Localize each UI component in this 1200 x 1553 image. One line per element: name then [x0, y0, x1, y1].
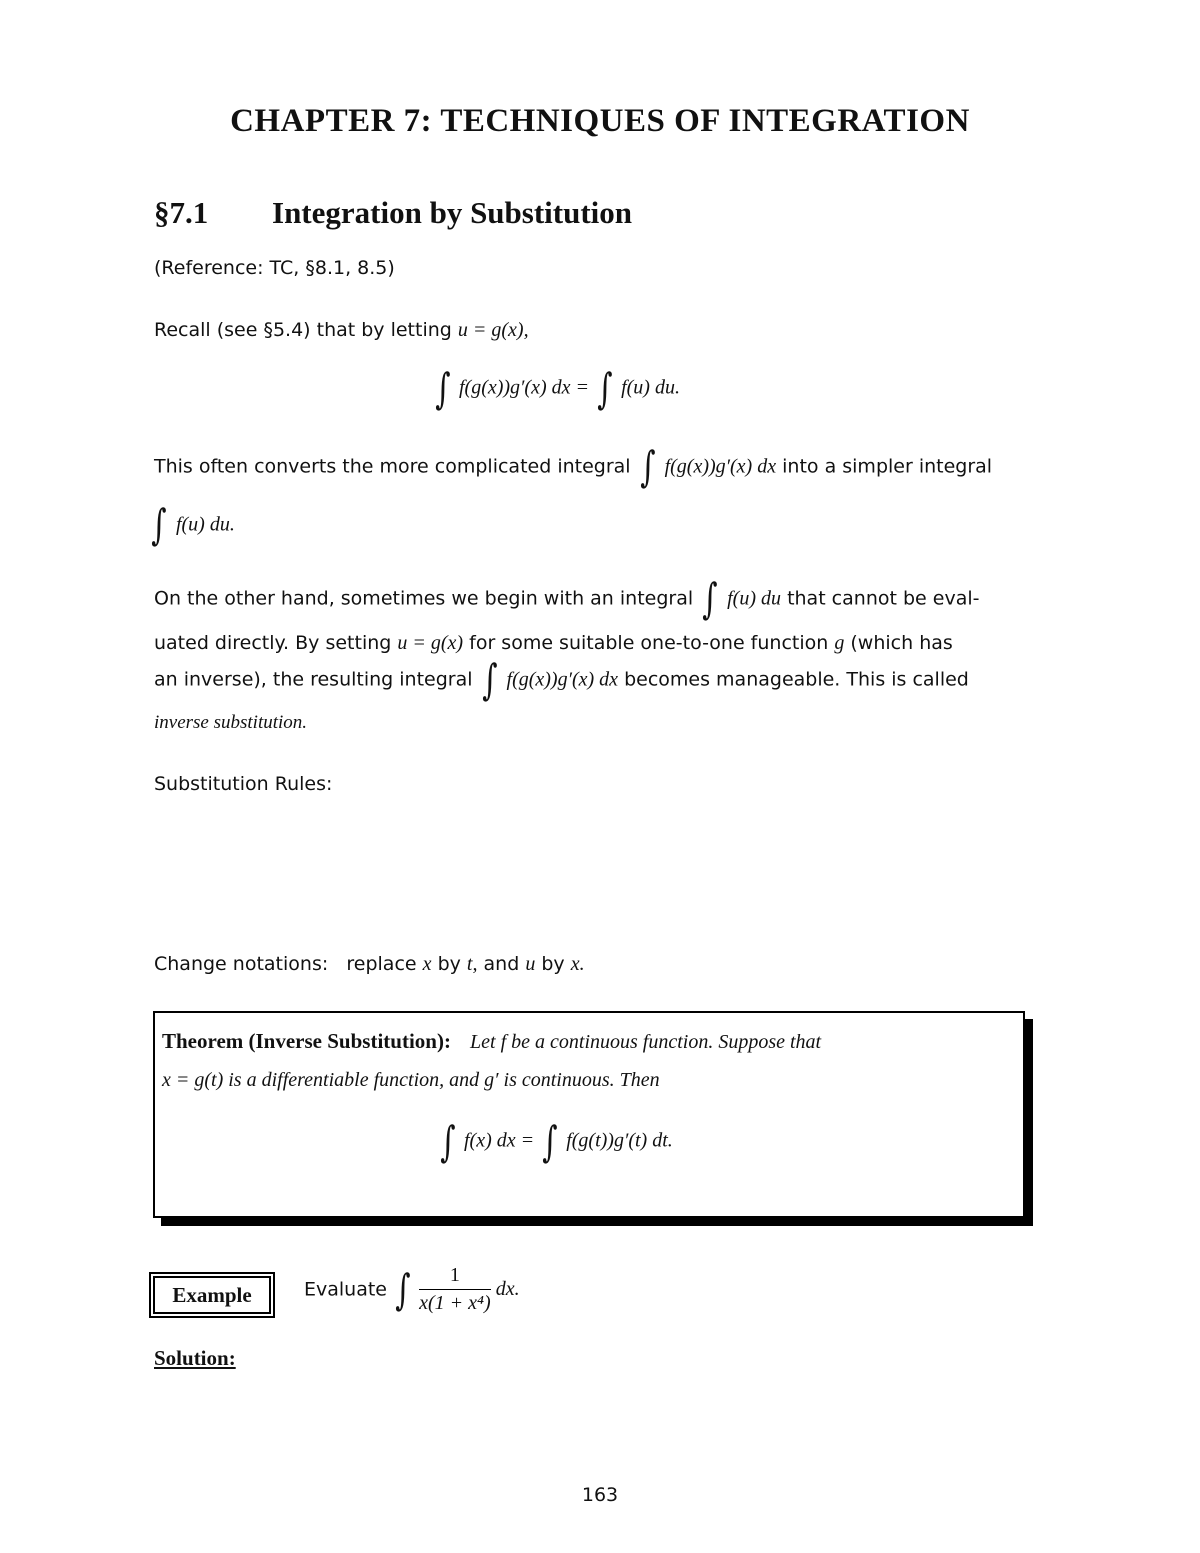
integral-sign: ∫ [395, 1264, 411, 1314]
para3-l3b: becomes manageable. This is called [624, 668, 969, 691]
integral-sign: ∫ [151, 500, 167, 549]
solution-label: Solution: [154, 1346, 236, 1370]
section-number: §7.1 [154, 195, 209, 230]
change-a: replace [346, 953, 417, 975]
change-d: by [541, 953, 565, 975]
integral-sign: ∫ [542, 1117, 558, 1166]
para2-line2 [148, 500, 235, 549]
substitution-rules: Substitution Rules: [154, 773, 333, 795]
change-label: Change notations: [154, 953, 329, 975]
para2-part2: into a simpler integral [782, 455, 993, 478]
chapter-title: CHAPTER 7: TECHNIQUES OF INTEGRATION [230, 103, 970, 139]
integral-sign: ∫ [481, 655, 498, 704]
change-notations [154, 952, 585, 976]
change-x: x [422, 953, 432, 975]
para3-l2b: for some suitable one-to-one function [469, 632, 829, 654]
para3-line4: inverse substitution. [154, 712, 308, 733]
para3-l3expr: f(g(x))g′(x) dx [506, 668, 619, 691]
fraction-numerator: 1 [419, 1264, 491, 1290]
theorem-eq-right: f(g(t))g′(t) dt. [566, 1129, 673, 1152]
para3-l2expr: u = g(x) [397, 632, 464, 654]
example-label: Example [153, 1276, 271, 1314]
theorem-box [153, 1011, 1025, 1218]
theorem-eq-left: f(x) dx = [463, 1129, 535, 1152]
theorem-line1 [162, 1029, 821, 1054]
change-x2: x. [570, 953, 585, 975]
para3-l1a: On the other hand, sometimes we begin with an integral [154, 587, 694, 610]
fraction-denominator: x(1 + x⁴) [419, 1292, 491, 1314]
example-text: Evaluate [304, 1278, 387, 1301]
theorem-text-1: Let f be a continuous function. Suppose that [470, 1031, 822, 1053]
example-tail: dx. [495, 1278, 520, 1300]
theorem-title: Theorem (Inverse Substitution): [162, 1029, 451, 1053]
fraction [419, 1264, 491, 1315]
para3-l2c: (which has [850, 632, 953, 654]
para3-line1 [154, 574, 980, 623]
theorem-equation [437, 1117, 673, 1166]
para3-l1expr: f(u) du [727, 587, 782, 610]
para2-expr2: f(u) du. [175, 513, 235, 536]
para2-part1: This often converts the more complicated integral [154, 455, 631, 478]
reference-note: (Reference: TC, §8.1, 8.5) [154, 257, 395, 279]
integral-sign: ∫ [435, 364, 451, 413]
page-number: 163 [581, 1484, 619, 1506]
para3-line2 [154, 631, 953, 655]
recall-expr: u = g(x), [457, 319, 529, 341]
theorem-text-2: x = g(t) is a differentiable function, and g′ is continuous. Then [162, 1069, 660, 1091]
eq1-left: f(g(x))g′(x) dx = [458, 376, 590, 399]
para3-l2g: g [834, 632, 845, 654]
recall-line [154, 318, 529, 342]
recall-text: Recall (see §5.4) that by letting [154, 319, 452, 341]
integral-sign: ∫ [440, 1117, 456, 1166]
change-u: u [525, 953, 536, 975]
para3-l1b: that cannot be eval- [787, 587, 980, 610]
eq1-right: f(u) du. [621, 376, 680, 399]
change-b: by [437, 953, 461, 975]
para3-line3 [154, 655, 969, 704]
section-title: Integration by Substitution [272, 195, 633, 230]
change-c: and [483, 953, 520, 975]
para3-l2a: uated directly. By setting [154, 632, 392, 654]
integral-sign: ∫ [702, 574, 718, 623]
para2-line1 [154, 442, 993, 491]
example-expression [304, 1264, 520, 1315]
para2-expr1: f(g(x))g′(x) dx [664, 455, 777, 478]
integral-sign: ∫ [639, 442, 656, 491]
change-t: t, [466, 953, 478, 975]
display-equation-1 [432, 364, 680, 413]
integral-sign: ∫ [597, 364, 613, 413]
para3-l3a: an inverse), the resulting integral [154, 668, 473, 691]
